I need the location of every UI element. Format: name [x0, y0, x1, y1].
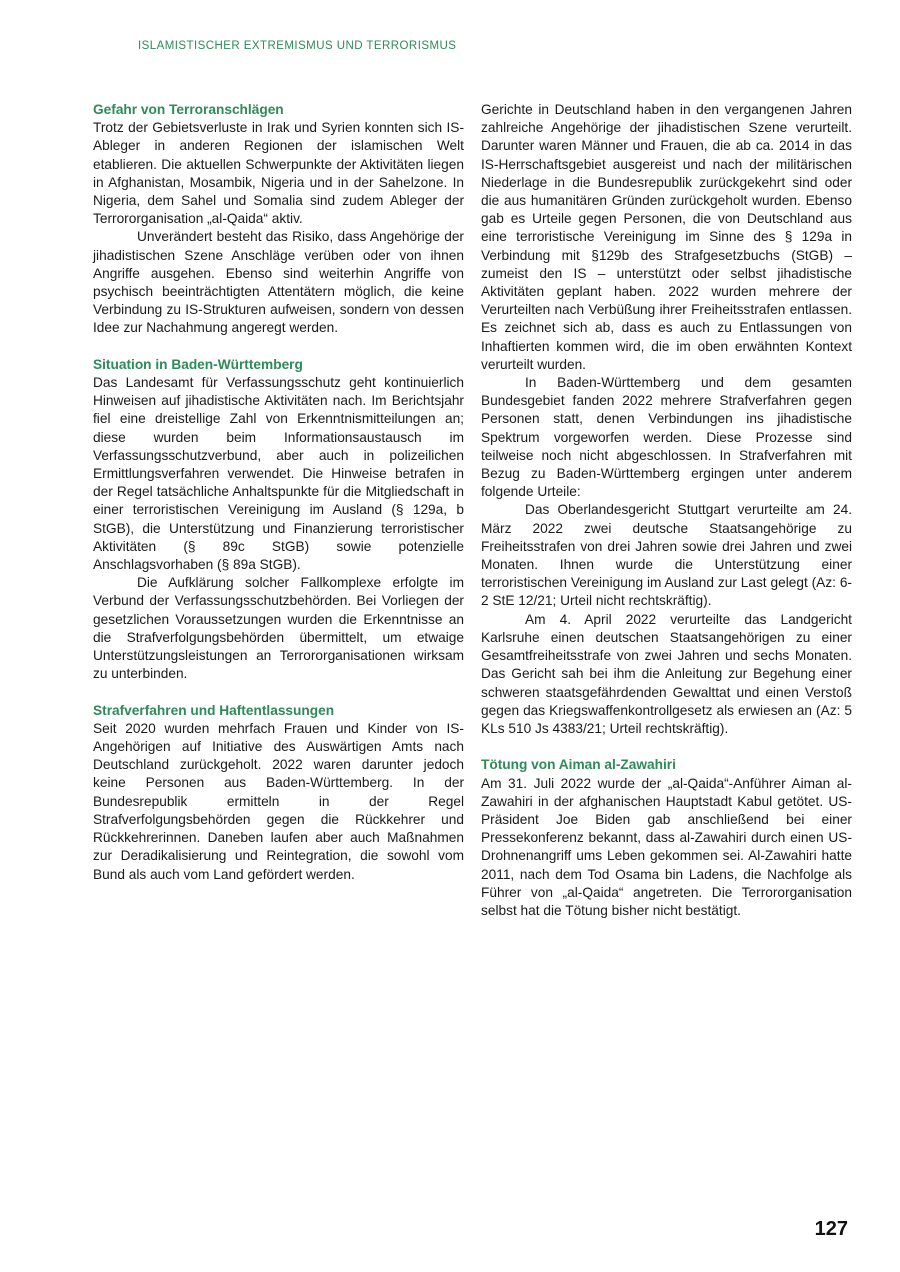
section-spacer [481, 738, 852, 756]
section-spacer [93, 683, 464, 701]
right-column [481, 101, 852, 920]
paragraph: Die Aufklärung solcher Fallkomplexe erfolgte im Verbund der Verfassungsschutzbehörden. Bei Vorliegen der gesetzlichen Voraussetzungen wurden die Erkenntnisse an die Strafverfolgungsbehörden übermittelt, um etwaige Unterstützungsleistungen an Terrororganisationen wirksam zu unterbinden. [93, 575, 464, 682]
section-heading-situation-bw: Situation in Baden-Württemberg [93, 356, 303, 372]
paragraph: Trotz der Gebietsverluste in Irak und Syrien konnten sich IS-Ableger in anderen Regionen der islamischen Welt etablieren. Die aktuellen Schwerpunkte der Aktivitäten liegen in Afghanistan, Mosambik, Nigeria und in der Sahelzone. In Nigeria, dem Sahel und Somalia sind zudem Ableger der Terrororganisation „al-Qaida“ aktiv. [93, 120, 464, 227]
section-heading-zawahiri: Tötung von Aiman al-Zawahiri [481, 757, 676, 773]
paragraph: Gerichte in Deutschland haben in den vergangenen Jahren zahlreiche Angehörige der jihadistischen Szene verurteilt. Darunter waren Männer und Frauen, die ab ca. 2014 in das IS-Herrschaftsgebiet ausgereist und nach der militärischen Niederlage in die Bundesrepublik zurückgekehrt sind oder die aus humanitären Gründen zurückgeholt wurden. Ebenso gab es Urteile gegen Personen, die von Deutschland aus eine terroristische Vereinigung im Sinne des § 129a in Verbindung mit §129b des Strafgesetzbuchs (StGB) – zumeist den IS – unterstützt oder selbst jihadistische Aktivitäten geplant haben. 2022 wurden mehrere der Verurteilten nach Verbüßung ihrer Freiheitsstrafen entlassen. Es zeichnet sich ab, dass es auch zu Entlassungen von Inhaftierten kommen wird, die im oben erwähnten Kontext verurteilt wurden. [481, 102, 852, 372]
page-number: 127 [814, 1218, 848, 1240]
section-spacer [93, 338, 464, 356]
section-heading-criminal-proceedings: Strafverfahren und Haftentlassungen [93, 702, 335, 718]
paragraph: In Baden-Württemberg und dem gesamten Bundesgebiet fanden 2022 mehrere Strafverfahren gegen Personen statt, denen Verbindungen ins jihadistische Spektrum vorgeworfen werden. Diese Prozesse sind teilweise noch nicht abgeschlossen. In Strafverfahren mit Bezug zu Baden-Württemberg ergingen unter anderem folgende Urteile: [481, 375, 852, 500]
paragraph: Das Oberlandesgericht Stuttgart verurteilte am 24. März 2022 zwei deutsche Staatsangehörige zu Freiheitsstrafen von drei Jahren sowie drei Jahren und zwei Monaten. Ihnen wurde die Unterstützung einer terroristischen Vereinigung im Ausland zur Last gelegt (Az: 6-2 StE 12/21; Urteil nicht rechtskräftig). [481, 502, 852, 609]
left-column [93, 101, 464, 884]
paragraph: Unverändert besteht das Risiko, dass Angehörige der jihadistischen Szene Anschläge verüben oder von ihnen Angriffe ausgehen. Ebenso sind weiterhin Angriffe von psychisch beeinträchtigten Attentätern möglich, die keine Verbindung zu IS-Strukturen aufweisen, sondern von dessen Idee zur Nachahmung angeregt werden. [93, 229, 464, 336]
paragraph: Am 31. Juli 2022 wurde der „al-Qaida“-Anführer Aiman al-Zawahiri in der afghanischen Hauptstadt Kabul getötet. US-Präsident Joe Biden gab anschließend bei einer Pressekonferenz bekannt, dass al-Zawahiri durch einen US-Drohnenangriff ums Leben gekommen sei. Al-Zawahiri hatte 2011, nach dem Tod Osama bin Ladens, die Nachfolge als Führer von „al-Qaida“ angetreten. Die Terrororganisation selbst hat die Tötung bisher nicht bestätigt. [481, 775, 852, 918]
paragraph: Seit 2020 wurden mehrfach Frauen und Kinder von IS-Angehörigen auf Initiative des Auswärtigen Amts nach Deutschland zurückgeholt. 2022 waren darunter jedoch keine Personen aus Baden-Württemberg. In der Bundesrepublik ermitteln in der Regel Strafverfolgungsbehörden gegen die Rückkehrer und Rückkehrerinnen. Daneben laufen aber auch Maßnahmen zur Deradikalisierung und Reintegration, die sowohl vom Bund als auch vom Land gefördert werden. [93, 720, 464, 882]
running-head: ISLAMISTISCHER EXTREMISMUS UND TERRORISMUS [138, 40, 457, 52]
section-heading-terror-attacks: Gefahr von Terroranschlägen [93, 102, 284, 117]
paragraph: Am 4. April 2022 verurteilte das Landgericht Karlsruhe einen deutschen Staatsangehörigen zu einer Gesamtfreiheitsstrafe von zwei Jahren und sechs Monaten. Das Gericht sah bei ihm die Anleitung zur Begehung einer schweren staatsgefährdenden Gewalttat und einen Verstoß gegen das Kriegswaffenkontrollgesetz als erwiesen an (Az: 5 KLs 510 Js 4383/21; Urteil rechtskräftig). [481, 611, 852, 736]
paragraph: Das Landesamt für Verfassungsschutz geht kontinuierlich Hinweisen auf jihadistische Aktivitäten nach. Im Berichtsjahr fiel eine dreistellige Zahl von Erkenntnismitteilungen an; diese wurden beim Informationsaustausch im Verfassungsschutzverbund, aber auch in polizeilichen Ermittlungsverfahren verwendet. Die Hinweise betrafen in der Regel tatsächliche Anhaltspunkte für die Mitgliedschaft in einer terroristischen Vereinigung im Ausland (§ 129a, b StGB), die Unterstützung und Finanzierung terroristischer Aktivitäten (§ 89c StGB) sowie potenzielle Anschlagsvorhaben (§ 89a StGB). [93, 375, 464, 573]
